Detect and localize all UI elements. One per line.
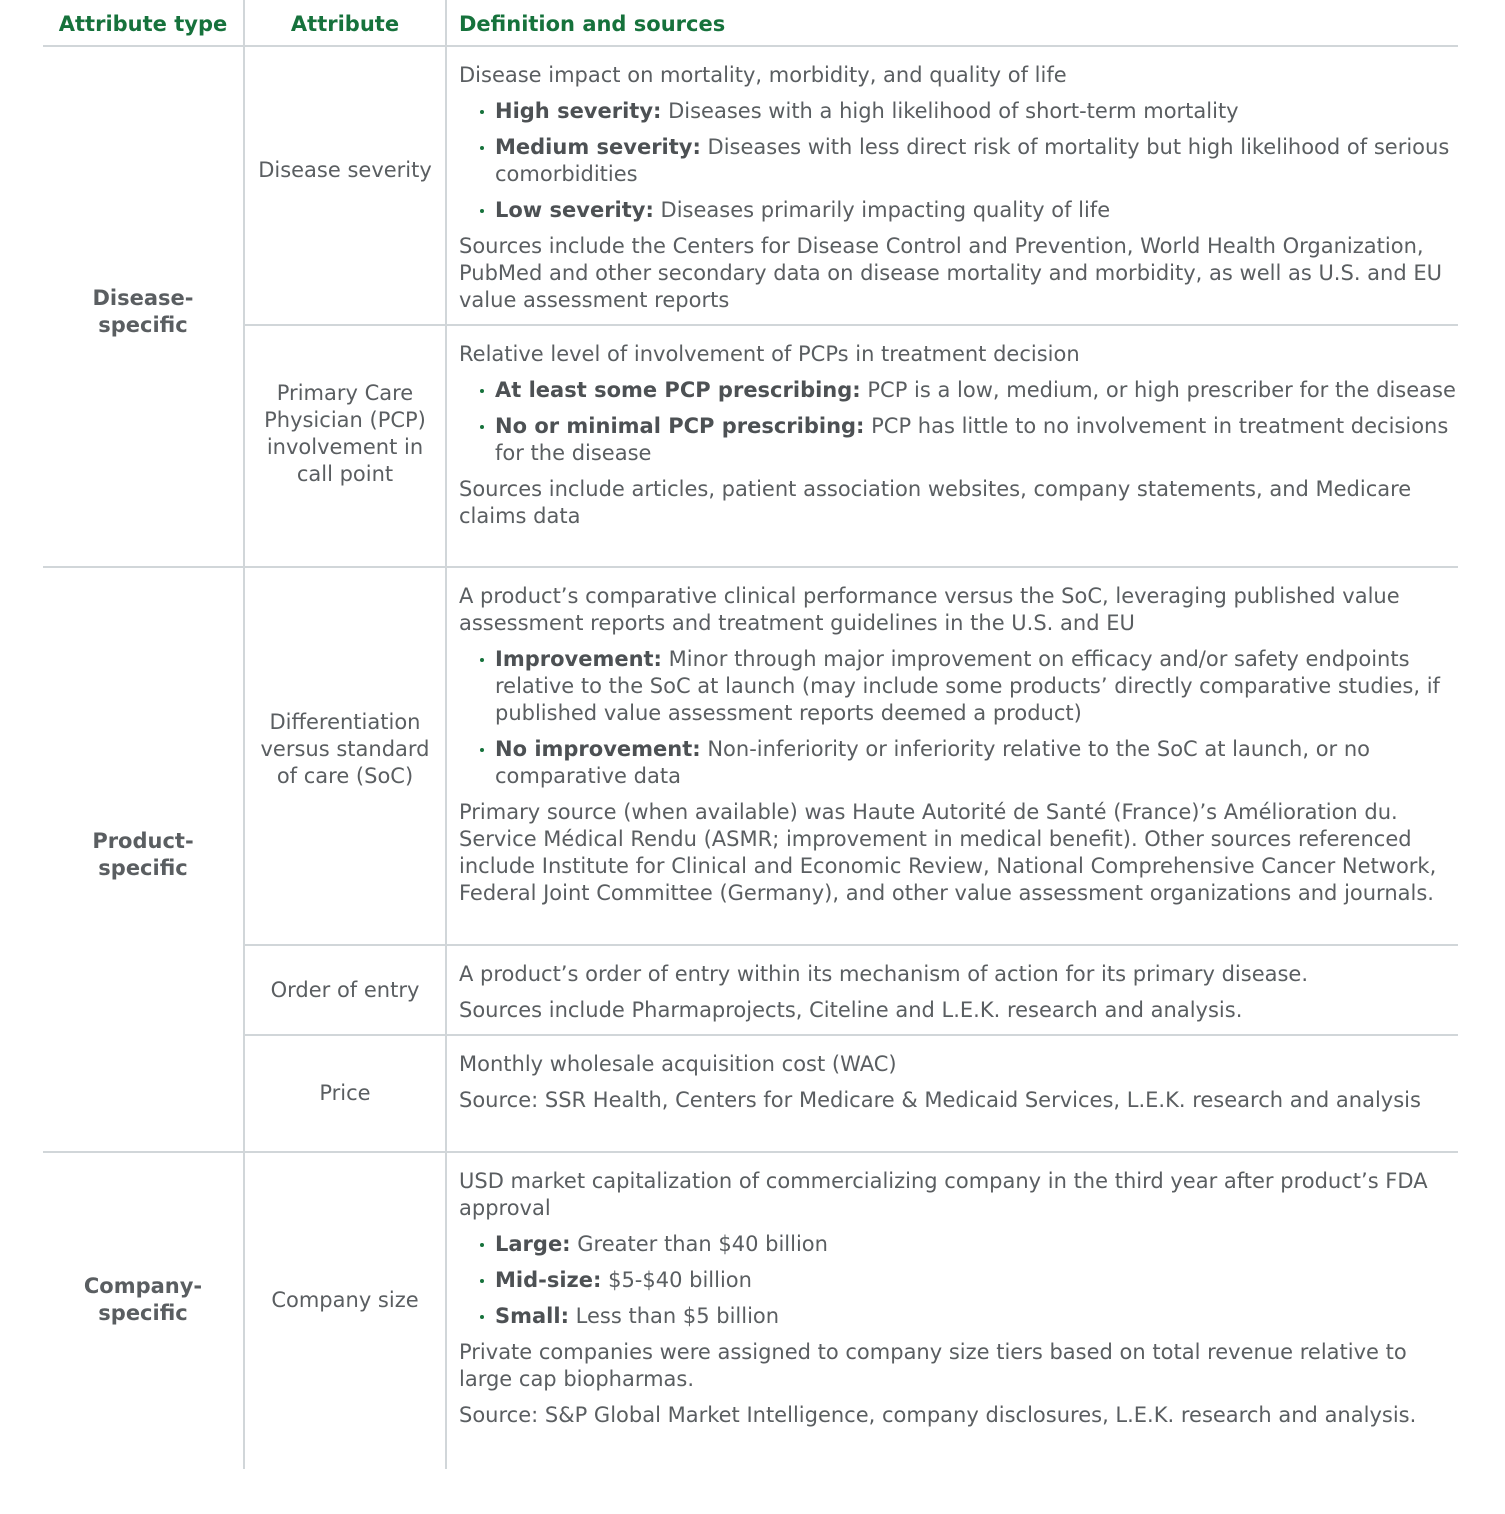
definition-intro: Disease impact on mortality, morbidity, and quality of life: [459, 63, 1067, 87]
definition-sources: Sources include the Centers for Disease Control and Prevention, World Health Organization, PubMed and other secondary data on disease mortality and morbidity, as well as U.S. and EU value assessment reports: [459, 234, 1442, 312]
attribute-price: Price: [245, 1036, 447, 1153]
definition-pcp-involvement: [447, 326, 1458, 568]
bullet-list: [459, 646, 1458, 790]
definition-differentiation: [447, 568, 1458, 946]
list-item: Improvement: Minor through major improvement on efficacy and/or safety endpoints relative to the SoC at launch (may include some products’ directly comparative studies, if published value assessment reports deemed a product): [459, 646, 1458, 727]
header-definition: Definition and sources: [447, 0, 1458, 47]
group-disease-specific: Disease- specific: [43, 47, 245, 568]
list-item: Mid-size: $5-$40 billion: [459, 1267, 1458, 1294]
bullet-list: [459, 1231, 1458, 1330]
definition-sources: Sources include articles, patient association websites, company statements, and Medicare claims data: [459, 477, 1412, 528]
definition-sources: Primary source (when available) was Haute Autorité de Santé (France)’s Amélioration du. Service Médical Rendu (ASMR; improvement in medical benefit). Other sources referenced include Institute for Clinical and Economic Review, National Comprehensive Cancer Network, Federal Joint Committee (Germany), and other value assessment organizations and journals.: [459, 800, 1437, 905]
list-item: At least some PCP prescribing: PCP is a low, medium, or high prescriber for the disease: [459, 377, 1458, 404]
definition-company-size: [447, 1153, 1458, 1469]
attribute-pcp-involvement: Primary Care Physician (PCP) involvement in call point: [245, 326, 447, 568]
attribute-order-of-entry: Order of entry: [245, 946, 447, 1036]
attribute-disease-severity: Disease severity: [245, 47, 447, 326]
definition-note: Private companies were assigned to company size tiers based on total revenue relative to large cap biopharmas.: [459, 1340, 1407, 1391]
definition-intro: A product’s comparative clinical performance versus the SoC, leveraging published value assessment reports and treatment guidelines in the U.S. and EU: [459, 584, 1400, 635]
definition-price: [447, 1036, 1458, 1153]
list-item: High severity: Diseases with a high likelihood of short-term mortality: [459, 98, 1458, 125]
definition-sources: Source: S&P Global Market Intelligence, company disclosures, L.E.K. research and analysis.: [459, 1403, 1417, 1427]
list-item: No or minimal PCP prescribing: PCP has little to no involvement in treatment decisions for the disease: [459, 413, 1458, 467]
header-attribute-type: Attribute type: [43, 0, 245, 47]
list-item: Low severity: Diseases primarily impacting quality of life: [459, 197, 1458, 224]
definition-intro: Relative level of involvement of PCPs in treatment decision: [459, 342, 1080, 366]
attribute-company-size: Company size: [245, 1153, 447, 1469]
list-item: No improvement: Non-inferiority or inferiority relative to the SoC at launch, or no comparative data: [459, 736, 1458, 790]
attribute-differentiation: Differentiation versus standard of care (SoC): [245, 568, 447, 946]
definition-sources: Source: SSR Health, Centers for Medicare & Medicaid Services, L.E.K. research and analysis: [459, 1088, 1421, 1112]
list-item: Large: Greater than $40 billion: [459, 1231, 1458, 1258]
bullet-list: [459, 377, 1458, 467]
definition-order-of-entry: [447, 946, 1458, 1036]
definition-intro: Monthly wholesale acquisition cost (WAC): [459, 1052, 897, 1076]
definition-intro: USD market capitalization of commercializing company in the third year after product’s FDA approval: [459, 1169, 1428, 1220]
definition-sources: Sources include Pharmaprojects, Citeline and L.E.K. research and analysis.: [459, 998, 1243, 1022]
definition-intro: A product’s order of entry within its mechanism of action for its primary disease.: [459, 962, 1309, 986]
list-item: Medium severity: Diseases with less direct risk of mortality but high likelihood of serious comorbidities: [459, 134, 1458, 188]
bullet-list: [459, 98, 1458, 224]
header-attribute: Attribute: [245, 0, 447, 47]
list-item: Small: Less than $5 billion: [459, 1303, 1458, 1330]
attributes-table: [43, 0, 1458, 1469]
definition-disease-severity: [447, 47, 1458, 326]
group-company-specific: Company- specific: [43, 1153, 245, 1469]
group-product-specific: Product- specific: [43, 568, 245, 1153]
